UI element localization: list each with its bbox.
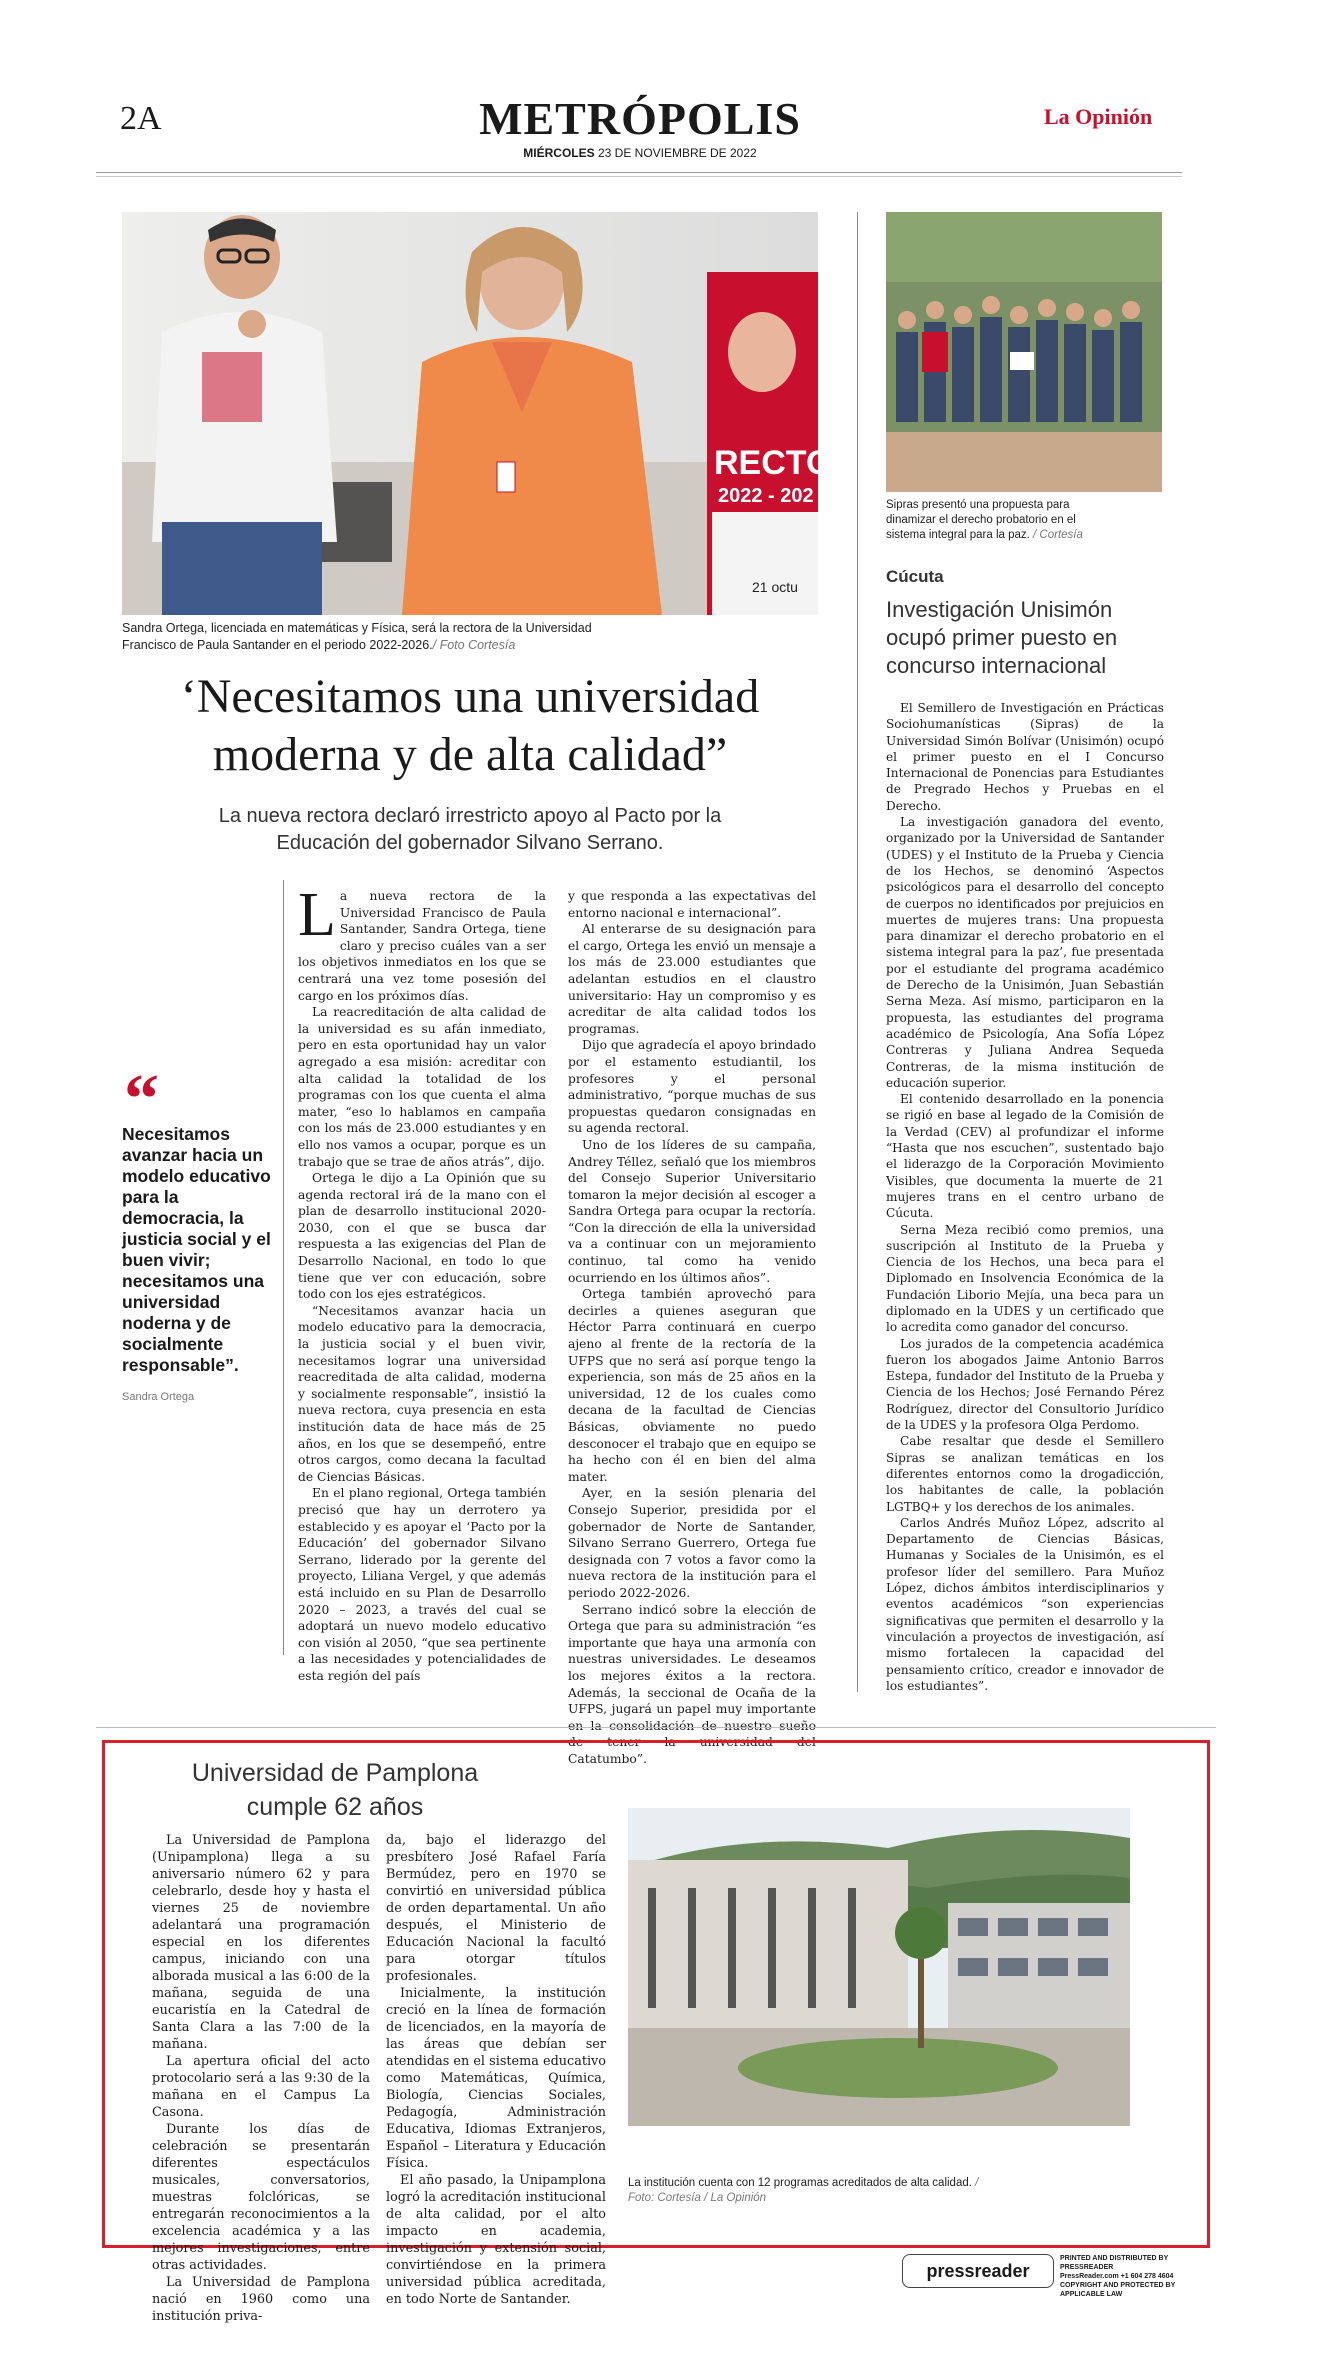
banner-date: 21 octu [752,579,798,595]
caption-credit: / Foto: Cortesía / La Opinión [628,2177,979,2204]
pull-quote: Necesitamos avanzar hacia un modelo educativo para la democracia, la justicia social y el buen vivir; necesitamos una universidad noderna y de socialmente responsable”. [122,1124,271,1375]
side-paragraph: El Semillero de Investigación en Prácticas Sociohumanísticas (Sipras) de la Universidad Simón Bolívar (Unisimón) ocupó el primer puesto en el I Concurso Internacional de Ponencias para Estudiantes de Pregrado Hechos y Pruebas en el Derecho. [886,701,1164,813]
notice-line: PRINTED AND DISTRIBUTED BY PRESSREADER [1060,2255,1169,2271]
side-photo-illustration [886,212,1162,492]
notice-line: COPYRIGHT AND PROTECTED BY APPLICABLE LAW [1060,2282,1176,2298]
box-paragraph: La Universidad de Pamplona (Unipamplona) llega a su aniversario número 62 y para celebrarlo, desde hoy y hasta el viernes 25 de noviembre adelantará una programación especial en los diferentes campus, iniciando con una alborada musical a las 6:00 de la mañana, seguida de una eucaristía en la Catedral de Santa Clara a las 7:00 de la mañana. [152,1833,370,2052]
notice-line: PressReader.com +1 604 278 4604 [1060,2273,1174,2280]
banner-year: 2022 - 202 [718,485,814,507]
caption-credit: / Cortesía [1033,529,1083,541]
pull-quote-divider [283,880,284,1655]
box-column-1 [152,1832,370,2325]
weekday: MIÉRCOLES [523,146,595,160]
article-paragraph: “Necesitamos avanzar hacia un modelo educativo para la democracia, la justicia social y el buen vivir, necesitamos lograr una universidad reacreditada de alta calidad, moderna y socialmente responsable”, insistió la nueva rectora, cuya presencia en esta institución data de hace más de 25 años, en los que se desempeñó, entre otros cargos, como decana la facultad de Ciencias Básicas. [298,1303,546,1484]
quote-mark-icon: “ [124,1061,159,1138]
side-kicker: Cúcuta [886,567,944,586]
article-paragraph: Serrano indicó sobre la elección de Ortega que para su administración “es importante que haya una armonía con nuestras universidades. Le deseamos los mejores éxitos a la rectora. Además, la seccional de Ocaña de la UFPS, jugará un papel muy importante en la consolidación de nuestro sueño de tener la universidad del Catatumbo”. [568,1602,816,1766]
drop-cap: L [298,881,336,949]
column-divider [857,212,858,1692]
main-photo-caption [122,620,602,654]
side-paragraph: Serna Meza recibió como premios, una suscripción al Instituto de la Prueba y Ciencia de los Hechos, una beca para el Diplomado en Insolvencia Económica de la Fundación Liborio Mejía, una beca para un diplomado en la UDES y un certificado que lo acredita como ganador del concurso. [886,1222,1164,1335]
article-paragraph: La reacreditación de alta calidad de la universidad es su afán inmediato, pero en esta oportunidad hay un valor agregado a esa misión: acreditar con alta calidad la totalidad de los programas con los que cuenta el alma mater, “eso lo hablamos en campaña con los más de 23.000 estudiantes y en ello nos vamos a ocupar, porque es un trabajo que se trae de años atrás”, dijo. [298,1005,546,1169]
article-paragraph: En el plano regional, Ortega también precisó que hay un derrotero ya establecido y es apoyar el ‘Pacto por la Educación’ del gobernador Silvano Serrano, liderado por la gerente del proyecto, Liliana Vergel, y que además está incluido en su Plan de Desarrollo 2020 – 2023, a través del cual se adoptará un nuevo modelo educativo con visión al 2050, “que sea pertinente a las necesidades y potencialidades de esta región del país [298,1486,546,1683]
header-rule [96,172,1182,173]
caption-text: La institución cuenta con 12 programas acreditados de alta calidad. [628,2177,972,2189]
article-column-2 [568,888,816,1767]
box-headline: Universidad de Pamplona cumple 62 años [191,1759,479,1821]
date: 23 DE NOVIEMBRE DE 2022 [597,146,757,160]
box-paragraph: da, bajo el liderazgo del presbítero José Rafael Faría Bermúdez, pero en 1970 se convirtió en universidad pública de orden departamental. Un año después, el Ministerio de Educación Nacional la facultó para otorgar títulos profesionales. [386,1833,606,1984]
section-title: METRÓPOLIS [479,93,801,144]
box-paragraph: Inicialmente, la institución creció en la línea de formación de licenciados, en la mayoría de las áreas que debían ser atendidas en el sistema educativo como Matemáticas, Química, Biología, Ciencias Sociales, Pedagogía, Administración Educativa, Idiomas Extranjeros, Español – Literatura y Educación Física. [386,1986,606,2171]
headline: ‘Necesitamos una universidad moderna y de alta calidad” [180,670,760,781]
side-story-column [886,700,1164,1694]
article-paragraph: y que responda a las expectativas del entorno nacional e internacional”. [568,889,816,920]
caption-text: Sipras presentó una propuesta para dinamizar el derecho probatorio en el sistema integral para la paz. [886,499,1076,541]
side-photo [886,212,1162,492]
box-photo-caption [628,2176,988,2206]
article-paragraph: Al enterarse de su designación para el cargo, Ortega les envió un mensaje a los más de 23.000 estudiantes que adelantan estudios en el claustro universitario: Hay un compromiso y es acreditar de alta calidad todos los programas. [568,922,816,1036]
article-first-paragraph: a nueva rectora de la Universidad Francisco de Paula Santander, Sandra Ortega, tiene claro y preciso cuáles van a ser los objetivos inmediatos en los que se centrará una vez tome posesión del cargo en los próximos días. [298,889,546,1003]
caption-text: Sandra Ortega, licenciada en matemáticas y Física, será la rectora de la Universidad Francisco de Paula Santander en el periodo 2022-2026. [122,621,592,652]
header-rule-2 [96,176,1182,177]
box-photo [628,1808,1130,2126]
brand-logo: La Opinión [1044,104,1153,129]
section-separator [96,1727,1216,1728]
box-paragraph: Durante los días de celebración se presentarán diferentes espectáculos musicales, conversatorios, muestras folclóricas, se entregarán reconocimientos a la excelencia académica y a las mejores investigaciones, entre otras actividades. [152,2122,370,2273]
article-column-1 [298,881,546,1685]
side-paragraph: Carlos Andrés Muñoz López, adscrito al Departamento de Ciencias Básicas, Humanas y Sociales de la Unisimón, es el profesor líder del semillero. Para Muñoz López, dichos ámbitos interdisciplinarios y eventos académicos “son experiencias significativas que permiten el desarrollo y la vinculación a proyectos de investigación, así mismo fortalecen la capacidad del pensamiento crítico, creador e innovador de los estudiantes”. [886,1515,1164,1693]
pull-quote-author: Sandra Ortega [122,1391,195,1403]
box-paragraph: El año pasado, la Unipamplona logró la acreditación institucional de alta calidad, por el alto impacto en academia, investigación y extensión social, convirtiéndose en la primera universidad pública acreditada, en todo Norte de Santander. [386,2173,606,2307]
article-paragraph: Dijo que agradecía el apoyo brindado por el estamento estudiantil, los profesores y el personal administrativo, “porque muchas de sus propuestas quedaron consignadas en su agenda rectoral. [568,1038,816,1136]
side-headline: Investigación Unisimón ocupó primer puesto en concurso internacional [886,597,1118,678]
pressreader-notice [1060,2254,1210,2299]
article-paragraph [298,881,546,1004]
page-number: 2A [120,100,162,137]
subhead: La nueva rectora declaró irrestricto apoyo al Pacto por la Educación del gobernador Silvano Serrano. [218,805,722,854]
box-column-2 [386,1832,606,2308]
article-paragraph: Ayer, en la sesión plenaria del Consejo Superior, presidida por el gobernador de Norte de Santander, Silvano Serrano Guerrero, Ortega fue designada con 7 votos a favor como la nueva rectora de la institución para el periodo 2022-2026. [568,1486,816,1600]
article-paragraph: Uno de los líderes de su campaña, Andrey Téllez, señaló que los miembros del Consejo Superior Universitario tomaron la mejor decisión al escoger a Sandra Ortega para ocupar la rectoría. “Con la dirección de ella la universidad va a continuar con un mejoramiento continuo, tal como ha venido ocurriendo en los últimos años”. [568,1137,816,1285]
side-paragraph: Los jurados de la competencia académica fueron los abogados Jaime Antonio Barros Estepa, fundador del Instituto de la Prueba y Ciencia de los Hechos; José Fernando Pérez Rodríguez, director del Consultorio Jurídico de la UDES y la profesora Olga Perdomo. [886,1336,1164,1433]
side-paragraph: El contenido desarrollado en la ponencia se rigió en base al legado de la Comisión de la Verdad (CEV) al profundizar el informe “Hasta que nos escuchen”, sustentado bajo el liderazgo de la Corporación Movimiento Visibles, que documenta la muerte de 21 mujeres trans en el centro urbano de Cúcuta. [886,1092,1164,1221]
article-paragraph: Ortega le dijo a La Opinión que su agenda rectoral irá de la mano con el plan de desarrollo institucional 2020-2030, con el que se busca dar respuesta a las exigencias del Plan de Desarrollo Nacional, en todo lo que tiene que ver con educación, sobre todo con los ejes estratégicos. [298,1171,546,1302]
box-paragraph: La Universidad de Pamplona nació en 1960 como una institución priva- [152,2275,370,2324]
pressreader-logo: pressreader [902,2254,1054,2288]
side-photo-caption [886,498,1096,543]
banner-text: RECTO [714,444,833,482]
side-paragraph: La investigación ganadora del evento, organizado por la Universidad de Santander (UDES) y el Instituto de la Prueba y Ciencia de los Hechos, se denominó ‘Aspectos psicológicos para el desarrollo del concepto de cuerpos no identificados por prejuicios en muertes de mujeres trans: Una propuesta para dinamizar el derecho probatorio en el sistema integral para la paz’, fue presentada por el estudiante del programa académico de Derecho de la Unisimón, Juan Sebastián Serna Meza. Así mismo, participaron en la propuesta, las estudiantes del programa académico de Psicología, Ana Sofía López Contreras y Juliana Andrea Sequeda Contreras, de la misma institución de educación superior. [886,815,1164,1090]
main-photo-illustration [122,212,833,615]
article-paragraph: Ortega también aprovechó para decirles a quienes aseguran que Héctor Parra continuará en cuerpo ajeno al frente de la rectoría de la UFPS que no será así porque tengo la experiencia, son más de 25 años en la universidad, 12 de los cuales como decana de la facultad de Ciencias Básicas, obviamente no puedo desconocer el trabajo que en equipo se ha hecho con él en bien del alma mater. [568,1287,816,1484]
box-paragraph: La apertura oficial del acto protocolario será a las 9:30 de la mañana en el Campus La Casona. [152,2054,370,2120]
side-paragraph: Cabe resaltar que desde el Semillero Sipras se analizan temáticas en los diferentes entornos como la drogadicción, los habitantes de calle, la población LGTBQ+ y los derechos de los animales. [886,1434,1164,1514]
caption-credit: / Foto Cortesía [432,638,516,652]
box-photo-illustration [628,1808,1130,2126]
dateline [0,146,1280,160]
main-photo [122,212,833,615]
